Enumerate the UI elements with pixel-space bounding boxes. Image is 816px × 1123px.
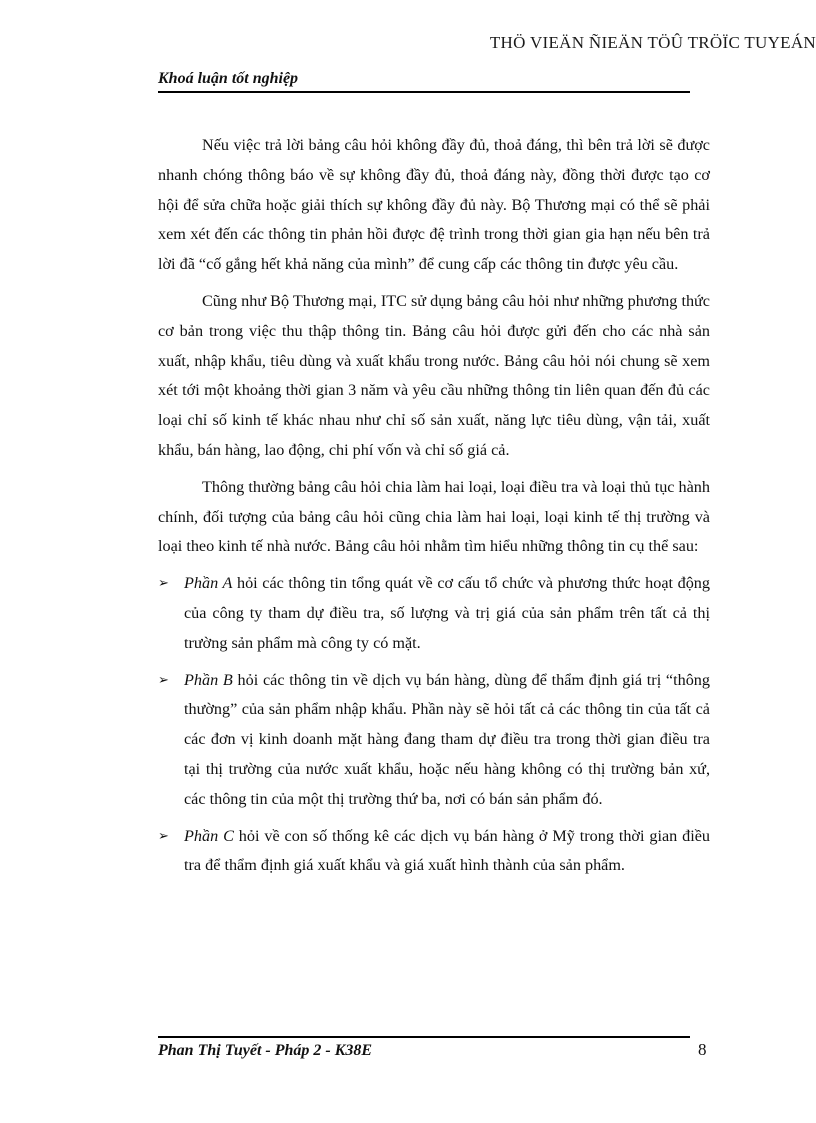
header-title: Khoá luận tốt nghiệp bbox=[158, 70, 299, 87]
bullet-text: hỏi các thông tin tổng quát về cơ cấu tổ chức và phương thức hoạt động của công ty tham dự điều tra, số lượng và trị giá của sản phẩm trên tất cả thị trường sản phẩm mà công ty có mặt. bbox=[184, 574, 710, 652]
bullet-label: Phần A bbox=[184, 574, 233, 593]
main-content bbox=[158, 131, 710, 888]
page-number: 8 bbox=[698, 1040, 707, 1059]
paragraph: Cũng như Bộ Thương mại, ITC sử dụng bảng câu hỏi như những phương thức cơ bản trong việc thu thập thông tin. Bảng câu hỏi được gửi đến cho các nhà sản xuất, nhập khẩu, tiêu dùng và xuất khẩu trong nước. Bảng câu hỏi nói chung sẽ xem xét tới một khoảng thời gian 3 năm và yêu cầu những thông tin liên quan đến đủ các loại chỉ số kinh tế khác nhau như chỉ số sản xuất, năng lực tiêu dùng, vận tải, xuất khẩu, bán hàng, lao động, chi phí vốn và chỉ số giá cả. bbox=[158, 291, 710, 459]
bullet-text: hỏi các thông tin về dịch vụ bán hàng, dùng để thẩm định giá trị “thông thường” của sản phẩm nhập khẩu. Phần này sẽ hỏi tất cả các thông tin của tất cả các đơn vị kinh doanh mặt hàng đang tham dự điều tra trong thời gian điều tra tại thị trường của nước xuất khẩu, hoặc nếu hàng không có thị trường bản xứ, các thông tin của một thị trường thứ ba, nơi có bán sản phẩm đó. bbox=[184, 670, 710, 808]
bullet-label: Phần B bbox=[184, 670, 233, 689]
arrow-bullet-icon: ➢ bbox=[158, 576, 169, 592]
paragraph: Thông thường bảng câu hỏi chia làm hai loại, loại điều tra và loại thủ tục hành chính, đối tượng của bảng câu hỏi cũng chia làm hai loại, loại kinh tế thị trường và loại theo kinh tế nhà nước. Bảng câu hỏi nhằm tìm hiểu những thông tin cụ thể sau: bbox=[158, 477, 710, 556]
bullet-item bbox=[158, 822, 710, 882]
bullet-item bbox=[158, 569, 710, 658]
bullet-text: hỏi về con số thống kê các dịch vụ bán hàng ở Mỹ trong thời gian điều tra để thẩm định giá xuất khẩu và giá xuất hình thành của sản phẩm. bbox=[184, 826, 711, 875]
bullet-item bbox=[158, 666, 710, 815]
arrow-bullet-icon: ➢ bbox=[158, 828, 169, 844]
header-divider bbox=[158, 91, 690, 93]
footer-author: Phan Thị Tuyết - Pháp 2 - K38E bbox=[158, 1042, 373, 1059]
bullet-label: Phần C bbox=[184, 826, 234, 845]
paragraph: Nếu việc trả lời bảng câu hỏi không đầy đủ, thoả đáng, thì bên trả lời sẽ được nhanh chóng thông báo về sự không đầy đủ, thoả đáng này, đồng thời được tạo cơ hội để sửa chữa hoặc giải thích sự không đầy đủ này. Bộ Thương mại có thể sẽ phải xem xét đến các thông tin phản hồi được đệ trình trong thời gian gia hạn nếu bên trả lời đã “cố gắng hết khả năng của mình” để cung cấp các thông tin được yêu cầu. bbox=[158, 136, 710, 274]
watermark-text: THÖ VIEÄN ÑIEÄN TÖÛ TRÖÏC TUYEÁN bbox=[489, 33, 816, 52]
footer-divider bbox=[158, 1036, 690, 1038]
arrow-bullet-icon: ➢ bbox=[158, 672, 169, 688]
